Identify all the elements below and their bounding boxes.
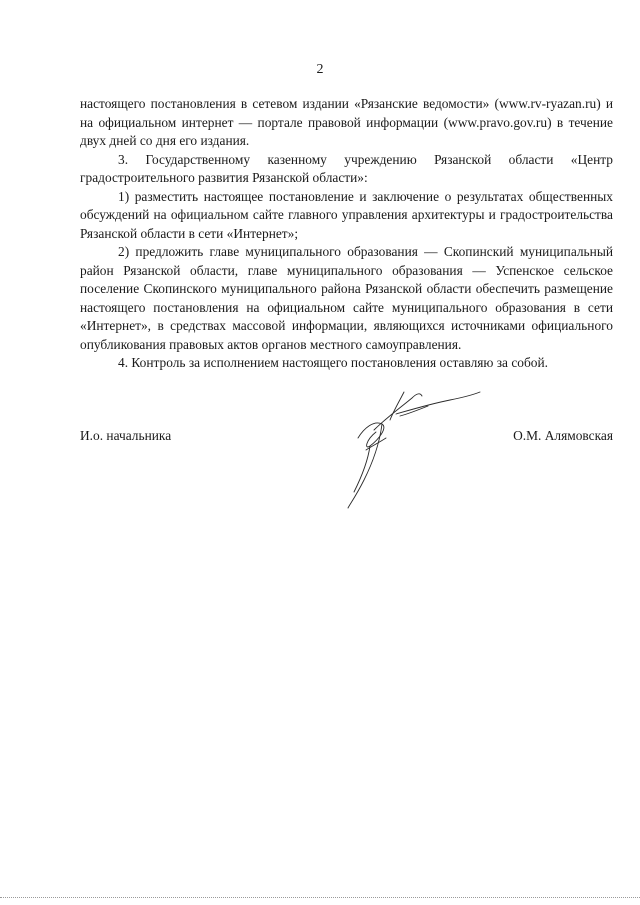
page-number: 2 — [316, 62, 324, 77]
document-body — [80, 95, 613, 373]
paragraph-subitem-1: 1) разместить настоящее постановление и заключение о результатах общественных обсуждений на официальном сайте главного управления архитектуры и градостроительства Рязанской области в сети «Интернет»; — [80, 188, 613, 241]
signer-position: И.о. начальника — [80, 428, 172, 443]
paragraph-continuation: настоящего постановления в сетевом издании «Рязанские ведомости» (www.rv-ryazan.ru) и на официальном интернет — портале правовой информации (www.pravo.gov.ru) в течение двух дней со дня его издания. — [80, 96, 613, 148]
paragraph-subitem-2: 2) предложить главе муниципального образования — Скопинский муниципальный район Рязанской области, главе муниципального образования — Успенское сельское поселение Скопинского муниципального района Рязанской области обеспечить размещение настоящего постановления на официальном сайте муниципального образования в сети «Интернет», в средствах массовой информации, являющихся источниками официального опубликования правовых актов органов местного самоуправления. — [80, 244, 613, 352]
signature-block — [80, 428, 613, 448]
bottom-edge-line — [0, 897, 640, 898]
signer-name: О.М. Алямовская — [513, 428, 613, 443]
paragraph-item-4: 4. Контроль за исполнением настоящего постановления оставляю за собой. — [118, 355, 549, 370]
handwritten-signature — [330, 380, 490, 520]
paragraph-item-3: 3. Государственному казенному учреждению Рязанской области «Центр градостроительного развития Рязанской области»: — [80, 151, 613, 185]
